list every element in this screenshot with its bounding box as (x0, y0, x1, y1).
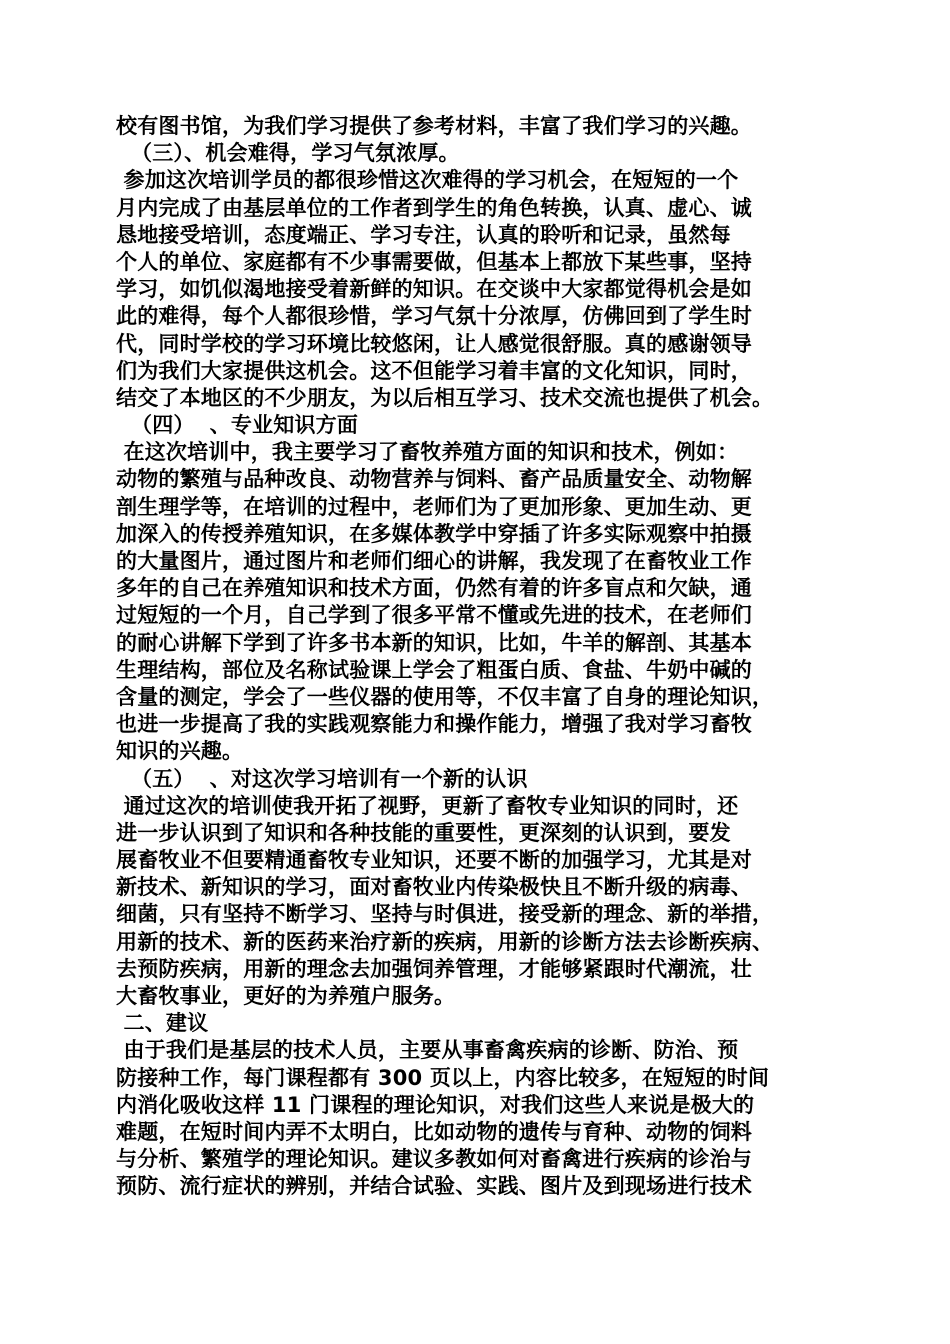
text-line: 含量的测定，学会了一些仪器的使用等，不仅丰富了自身的理论知识， (116, 684, 774, 709)
text-line: 大畜牧事业，更好的为养殖户服务。 (116, 984, 456, 1008)
text-line: 新技术、新知识的学习，面对畜牧业内传染极快且不断升级的病毒、 (116, 875, 752, 900)
text-line: 剖生理学等，在培训的过程中，老师们为了更加形象、更加生动、更 (116, 494, 752, 519)
text-line: 细菌，只有坚持不断学习、坚持与时俱进，接受新的理念、新的举措， (116, 902, 774, 927)
section-heading-suggestions: 二、建议 (116, 1011, 209, 1036)
text-line: 难题，在短时间内弄不太明白，比如动物的遗传与育种、动物的饲料 (116, 1119, 752, 1144)
section-heading-3: （三）、机会难得，学习气氛浓厚。 (116, 141, 460, 166)
text-line: 结交了本地区的不少朋友，为以后相互学习、技术交流也提供了机会。 (116, 385, 774, 410)
text-line: 防接种工作，每门课程都有 300 页以上，内容比较多，在短短的时间 (116, 1065, 770, 1090)
text-line: 用新的技术、新的医药来治疗新的疾病，用新的诊断方法去诊断疾病、 (116, 929, 774, 954)
text-line: 与分析、繁殖学的理论知识。建议多教如何对畜禽进行疾病的诊治与 (116, 1147, 752, 1172)
text-line: 也进一步提高了我的实践观察能力和操作能力，增强了我对学习畜牧 (116, 712, 752, 737)
section-heading-5: （五） 、对这次学习培训有一个新的认识 (116, 766, 528, 791)
text-line: 的耐心讲解下学到了许多书本新的知识，比如，牛羊的解剖、其基本 (116, 630, 752, 655)
text-line: 去预防疾病，用新的理念去加强饲养管理，才能够紧跟时代潮流，壮 (116, 956, 752, 981)
text-line: 个人的单位、家庭都有不少事需要做，但基本上都放下某些事，坚持 (116, 249, 752, 274)
body-text (116, 113, 856, 1201)
text-line: 学习，如饥似渴地接受着新鲜的知识。在交谈中大家都觉得机会是如 (116, 277, 752, 302)
text-line: 校有图书馆，为我们学习提供了参考材料，丰富了我们学习的兴趣。 (116, 114, 752, 138)
text-line: 知识的兴趣。 (116, 739, 244, 764)
text-line: 生理结构，部位及名称试验课上学会了粗蛋白质、食盐、牛奶中碱的 (116, 657, 752, 682)
text-line: 预防、流行症状的辨别，并结合试验、实践、图片及到现场进行技术 (116, 1174, 752, 1199)
text-line: 展畜牧业不但要精通畜牧专业知识，还要不断的加强学习，尤其是对 (116, 848, 752, 873)
text-line: 过短短的一个月，自己学到了很多平常不懂或先进的技术，在老师们 (116, 603, 752, 628)
text-line: 在这次培训中，我主要学习了畜牧养殖方面的知识和技术，例如： (116, 440, 739, 465)
text-line: 动物的繁殖与品种改良、动物营养与饲料、畜产品质量安全、动物解 (116, 467, 752, 492)
text-line: 的大量图片，通过图片和老师们细心的讲解，我发现了在畜牧业工作 (116, 549, 752, 573)
text-line: 代，同时学校的学习环境比较悠闲，让人感觉很舒服。真的感谢领导 (116, 331, 752, 356)
text-line: 通过这次的培训使我开拓了视野，更新了畜牧专业知识的同时，还 (116, 793, 739, 818)
text-line: 由于我们是基层的技术人员，主要从事畜禽疾病的诊断、防治、预 (116, 1038, 739, 1063)
text-line: 内消化吸收这样 11 门课程的理论知识，对我们这些人来说是极大的 (116, 1092, 755, 1117)
text-line: 多年的自己在养殖知识和技术方面，仍然有着的许多盲点和欠缺，通 (116, 576, 752, 601)
text-line: 们为我们大家提供这机会。这不但能学习着丰富的文化知识，同时， (116, 358, 752, 383)
text-line: 参加这次培训学员的都很珍惜这次难得的学习机会，在短短的一个 (116, 168, 739, 193)
text-line: 进一步认识到了知识和各种技能的重要性，更深刻的认识到，要发 (116, 820, 731, 845)
section-heading-4: （四） 、专业知识方面 (116, 413, 359, 438)
text-line: 此的难得，每个人都很珍惜，学习气氛十分浓厚，仿佛回到了学生时 (116, 304, 752, 329)
text-line: 加深入的传授养殖知识，在多媒体教学中穿插了许多实际观察中拍摄 (116, 521, 752, 546)
text-line: 月内完成了由基层单位的工作者到学生的角色转换，认真、虚心、诚 (116, 195, 752, 220)
text-line: 恳地接受培训，态度端正、学习专注，认真的聆听和记录，虽然每 (116, 222, 731, 247)
